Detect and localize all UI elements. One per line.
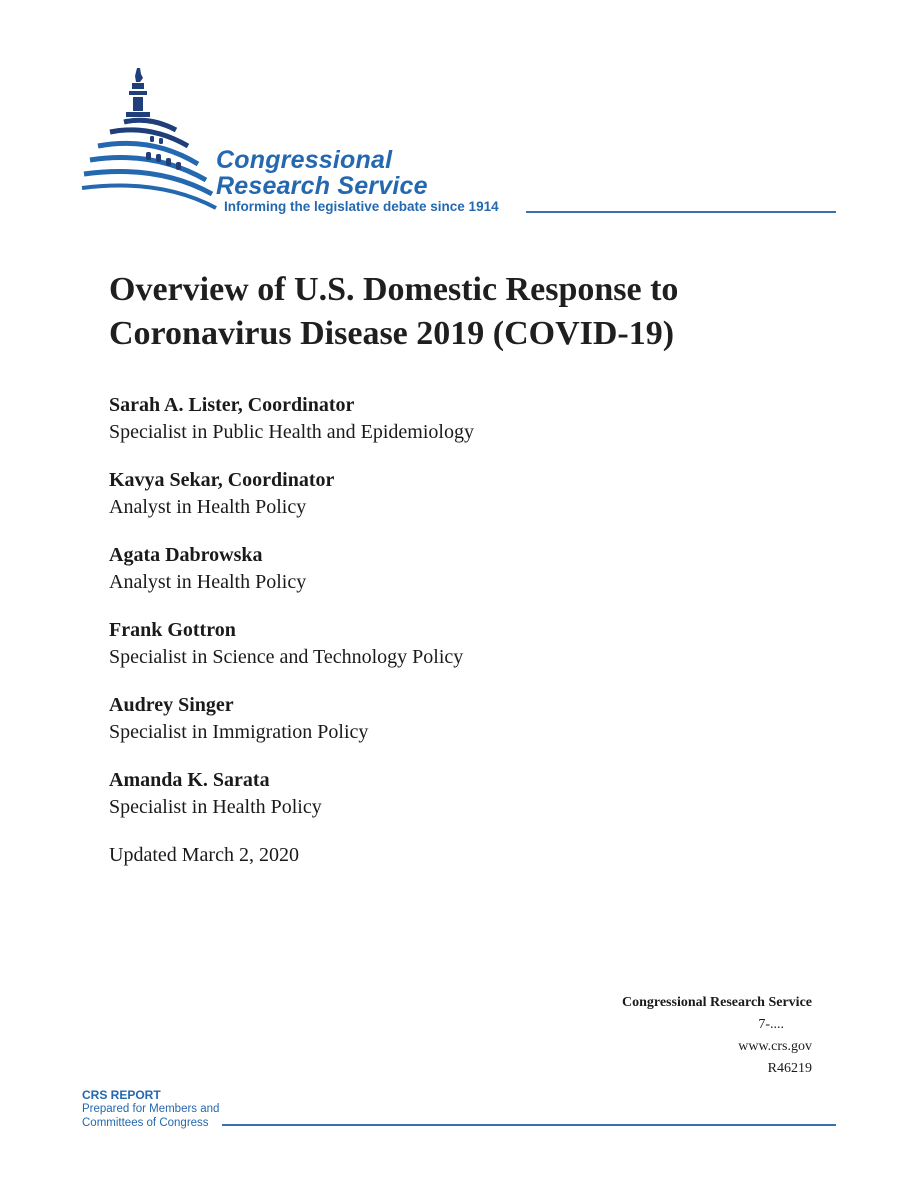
report-label-line2: Committees of Congress — [82, 1117, 209, 1129]
author-role: Analyst in Health Policy — [109, 571, 307, 593]
crs-org-name: Congressional Research Service — [621, 995, 812, 1010]
author-role: Specialist in Health Policy — [109, 796, 322, 818]
report-label-line1: Prepared for Members and — [82, 1103, 220, 1115]
crs-website: www.crs.gov — [738, 1039, 812, 1054]
author-list — [109, 392, 809, 842]
author-entry — [109, 767, 809, 842]
brand-tagline: Informing the legislative debate since 1914 — [224, 199, 499, 214]
author-role: Specialist in Science and Technology Policy — [109, 646, 464, 668]
author-role: Analyst in Health Policy — [109, 496, 307, 518]
author-role: Specialist in Public Health and Epidemiology — [109, 421, 474, 443]
footer-divider — [222, 1124, 836, 1126]
author-name: Amanda K. Sarata — [109, 769, 270, 791]
crs-info-block — [622, 992, 812, 1080]
tagline-divider — [526, 211, 836, 213]
author-entry — [109, 467, 809, 542]
author-entry — [109, 692, 809, 767]
author-entry — [109, 542, 809, 617]
report-title: Overview of U.S. Domestic Response to Coronavirus Disease 2019 (COVID-19) — [109, 271, 679, 352]
author-name: Audrey Singer — [109, 694, 234, 716]
author-role: Specialist in Immigration Policy — [109, 721, 369, 743]
crs-number: 7-.... — [758, 1017, 784, 1032]
author-entry — [109, 392, 809, 467]
author-name: Sarah A. Lister, Coordinator — [109, 394, 355, 416]
crs-report-label — [82, 1088, 219, 1130]
updated-date: Updated March 2, 2020 — [109, 844, 299, 866]
author-name: Frank Gottron — [109, 619, 236, 641]
crs-logo — [80, 66, 840, 226]
brand-name-line1: Congressional — [216, 146, 393, 174]
capitol-dome-icon — [80, 66, 220, 216]
author-entry — [109, 617, 809, 692]
brand-name-line2: Research Service — [216, 172, 428, 200]
author-name: Kavya Sekar, Coordinator — [109, 469, 335, 491]
report-id: R46219 — [767, 1061, 812, 1076]
author-name: Agata Dabrowska — [109, 544, 263, 566]
report-label-head: CRS REPORT — [82, 1088, 161, 1102]
